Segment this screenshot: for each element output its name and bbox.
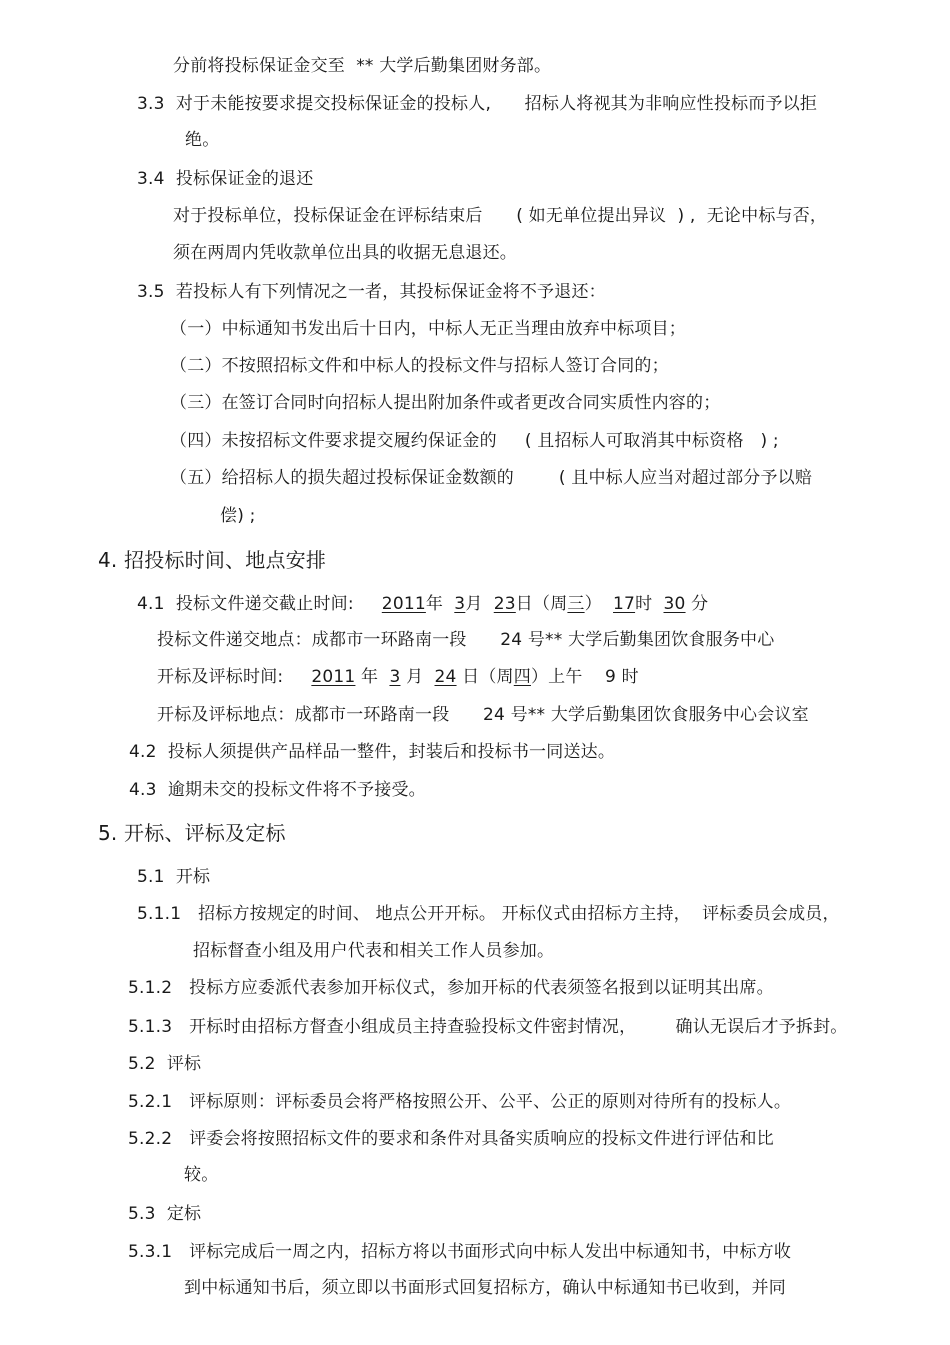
clause-4-2: 4.2 投标人须提供产品样品一整件，封装后和投标书一同送达。	[129, 742, 616, 762]
text-span: ）	[584, 594, 614, 614]
text-span: 开标及评标时间:	[157, 667, 312, 687]
list-item: （三）在签订合同时向招标人提出附加条件或者更改合同实质性内容的；	[170, 393, 721, 413]
clause-3-4: 3.4 投标保证金的退还	[137, 169, 314, 189]
text-line: 须在两周内凭收款单位出具的收据无息退还。	[173, 243, 517, 263]
clause-5-3-1: 5.3.1 评标完成后一周之内，招标方将以书面形式向中标人发出中标通知书，中标方收	[128, 1242, 792, 1262]
weekday: 三	[567, 594, 585, 614]
clause-3-5: 3.5 若投标人有下列情况之一者，其投标保证金将不予退还：	[137, 282, 606, 302]
date-day: 24	[434, 667, 457, 687]
text-span: 时	[635, 594, 664, 614]
clause-4-3: 4.3 逾期未交的投标文件将不予接受。	[129, 780, 426, 800]
text-line: 绝。	[185, 130, 220, 150]
clause-5-1-2: 5.1.2 投标方应委派代表参加开标仪式，参加开标的代表须签名报到以证明其出席。	[128, 978, 774, 998]
text-span: 月	[400, 667, 435, 687]
text-line: 招标督查小组及用户代表和相关工作人员参加。	[193, 941, 555, 961]
text-span: ）上午 9 时	[530, 667, 639, 687]
date-day: 23	[493, 594, 516, 614]
list-item: （四）未按招标文件要求提交履约保证金的 ( 且招标人可取消其中标资格 ) ;	[170, 431, 779, 451]
text-line	[157, 666, 639, 688]
list-item: （一）中标通知书发出后十日内，中标人无正当理由放弃中标项目；	[170, 319, 686, 339]
date-year: 2011	[381, 594, 426, 614]
clause-5-2-1: 5.2.1 评标原则：评标委员会将严格按照公开、公平、公正的原则对待所有的投标人。	[128, 1092, 792, 1112]
time-hour: 17	[613, 594, 636, 614]
clause-4-1	[137, 593, 708, 615]
text-line: 投标文件递交地点：成都市一环路南一段 24 号** 大学后勤集团饮食服务中心	[157, 630, 775, 650]
text-span: 日（周	[456, 667, 514, 687]
time-minute: 30	[663, 594, 686, 614]
text-line: 较。	[184, 1165, 219, 1185]
date-month: 3	[454, 594, 466, 614]
list-item: （五）给招标人的损失超过投标保证金数额的 ( 且中标人应当对超过部分予以赔	[170, 468, 813, 488]
section-heading-5: 5. 开标、评标及定标	[98, 821, 286, 845]
text-line: 开标及评标地点：成都市一环路南一段 24 号** 大学后勤集团饮食服务中心会议室	[157, 705, 809, 725]
text-span: 4.1 投标文件递交截止时间:	[137, 594, 382, 614]
section-heading-4: 4. 招投标时间、地点安排	[98, 548, 327, 572]
text-span: 月	[465, 594, 494, 614]
text-span: 年	[355, 667, 390, 687]
text-line: 到中标通知书后，须立即以书面形式回复招标方，确认中标通知书已收到，并同	[184, 1278, 786, 1298]
weekday: 四	[513, 667, 531, 687]
list-item: （二）不按照招标文件和中标人的投标文件与招标人签订合同的；	[170, 356, 669, 376]
clause-3-3: 3.3 对于未能按要求提交投标保证金的投标人, 招标人将视其为非响应性投标而予以拒	[137, 94, 818, 114]
clause-5-3: 5.3 定标	[128, 1204, 202, 1224]
date-month: 3	[389, 667, 401, 687]
clause-5-1-3: 5.1.3 开标时由招标方督查小组成员主持查验投标文件密封情况， 确认无误后才予拆封。	[128, 1017, 848, 1037]
text-line: 分前将投标保证金交至 ** 大学后勤集团财务部。	[173, 56, 552, 76]
clause-5-2: 5.2 评标	[128, 1054, 202, 1074]
text-span: 年	[425, 594, 455, 614]
text-line: 偿) ;	[220, 506, 256, 526]
date-year: 2011	[311, 667, 356, 687]
clause-5-1: 5.1 开标	[137, 867, 211, 887]
text-line: 对于投标单位，投标保证金在评标结束后 ( 如无单位提出异议 ) , 无论中标与否，	[173, 206, 828, 226]
clause-5-1-1: 5.1.1 招标方按规定的时间、 地点公开开标。 开标仪式由招标方主持， 评标委员会成员，	[137, 904, 840, 924]
text-span: 分	[685, 594, 709, 614]
text-span: 日（周	[515, 594, 568, 614]
clause-5-2-2: 5.2.2 评委会将按照招标文件的要求和条件对具备实质响应的投标文件进行评估和比	[128, 1129, 774, 1149]
